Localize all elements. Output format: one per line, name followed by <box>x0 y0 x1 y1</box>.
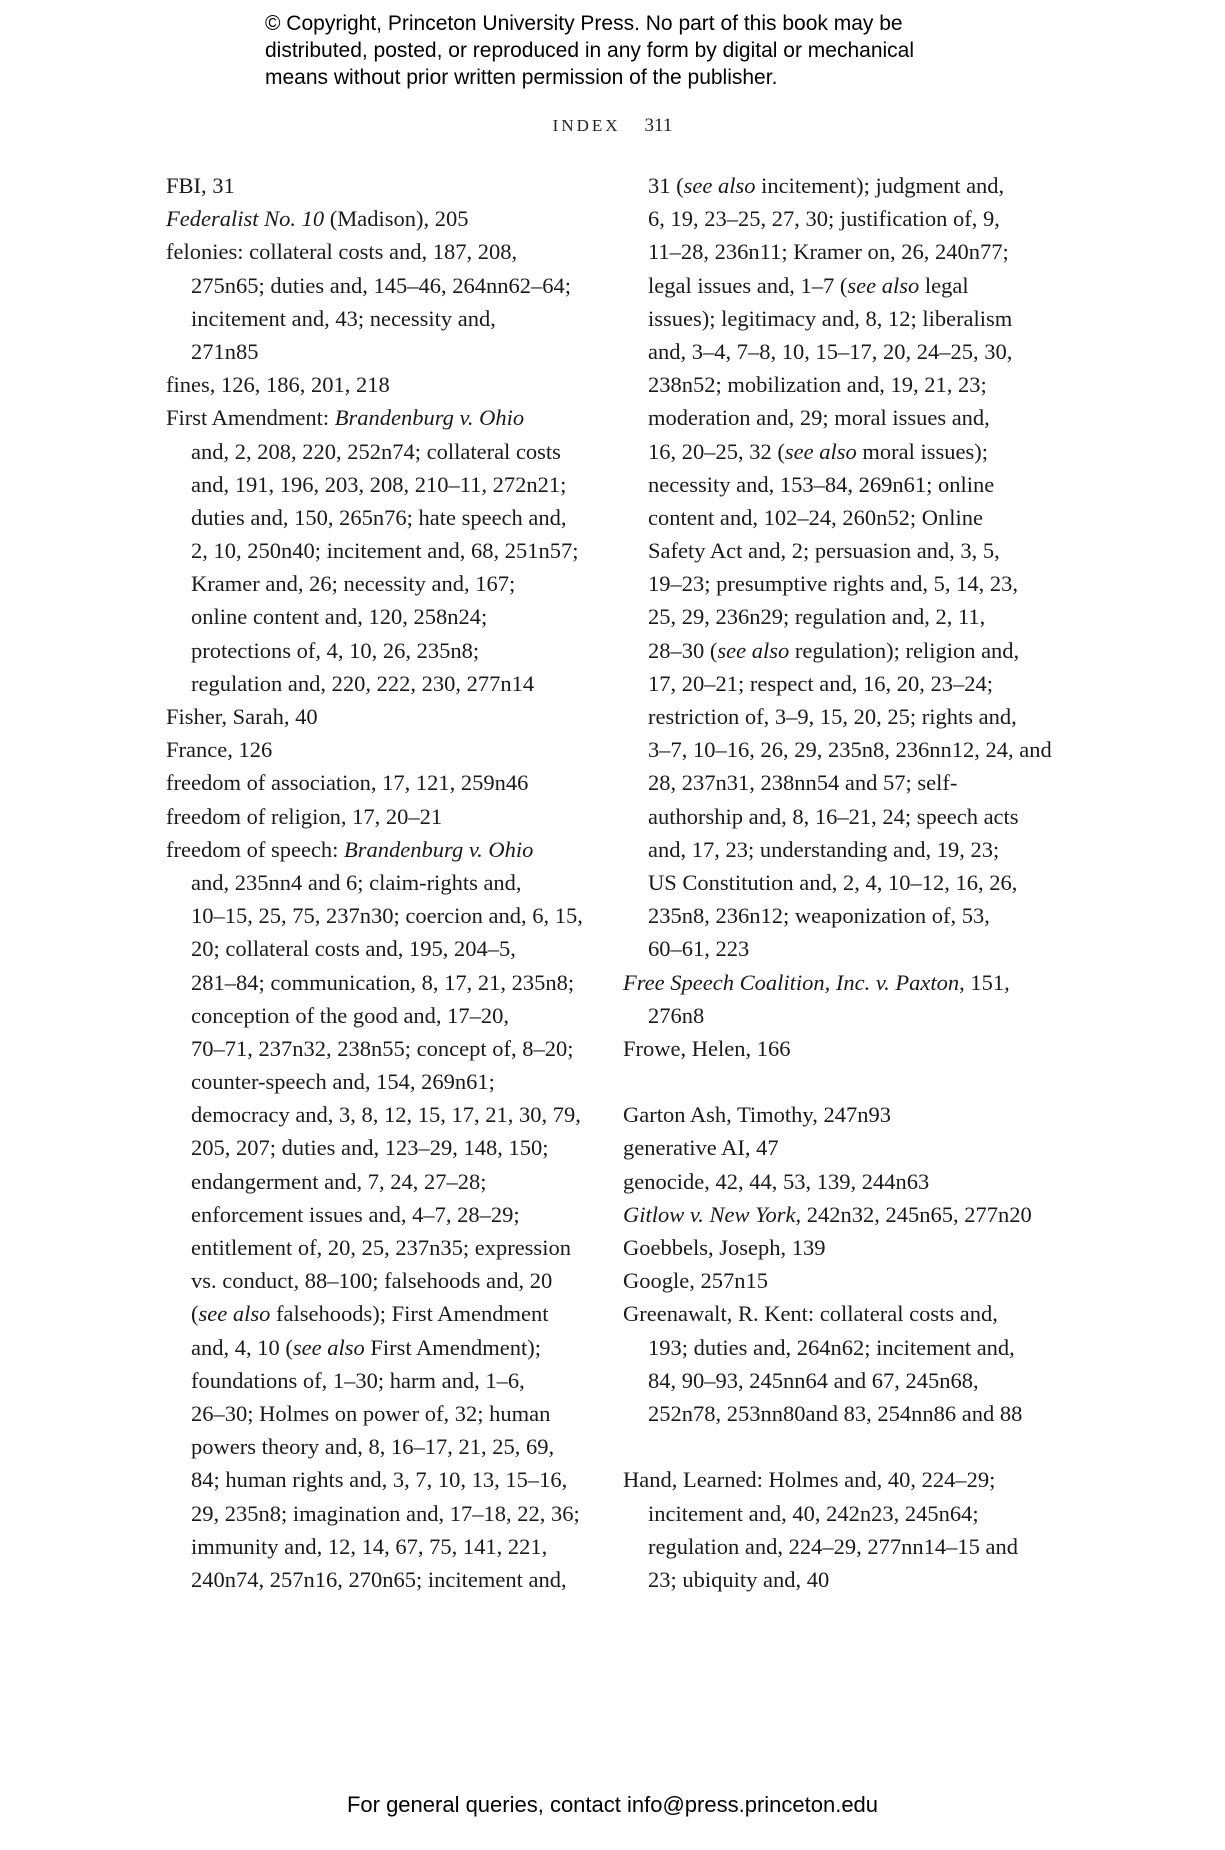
index-italic-text: see also <box>198 1301 271 1327</box>
index-text: content and, 102–24, 260n52; Online <box>648 504 983 530</box>
index-text: protections of, 4, 10, 26, 235n8; <box>191 637 480 663</box>
index-subline <box>166 1198 586 1231</box>
index-subline <box>623 401 1063 434</box>
index-entry <box>166 401 586 434</box>
index-text: counter-speech and, 154, 269n61; <box>191 1069 495 1095</box>
index-subline <box>623 335 1063 368</box>
index-subline <box>166 534 586 567</box>
index-italic-text: Federalist No. 10 <box>166 206 325 232</box>
index-subline <box>623 800 1063 833</box>
index-entry <box>166 800 586 833</box>
index-subline <box>623 1364 1063 1397</box>
index-entry <box>166 368 586 401</box>
index-text: regulation and, 224–29, 277nn14–15 and <box>648 1533 1018 1559</box>
index-entry <box>166 733 586 766</box>
index-subline <box>623 269 1063 302</box>
index-subline <box>166 1430 586 1463</box>
index-text: 16, 20–25, 32 ( <box>648 438 785 464</box>
index-subline <box>623 1530 1063 1563</box>
index-subline <box>623 866 1063 899</box>
index-text: authorship and, 8, 16–21, 24; speech acts <box>648 803 1019 829</box>
index-text: 275n65; duties and, 145–46, 264nn62–64; <box>191 272 571 298</box>
index-italic-text: see also <box>847 272 920 298</box>
index-subline <box>166 1131 586 1164</box>
index-text: 3–7, 10–16, 26, 29, 235n8, 236nn12, 24, and <box>648 737 1052 763</box>
index-text: , 242n32, 245n65, 277n20 <box>795 1201 1032 1227</box>
index-text: freedom of speech: <box>166 836 345 862</box>
index-text: 70–71, 237n32, 238n55; concept of, 8–20; <box>191 1035 574 1061</box>
index-text: and, 4, 10 ( <box>191 1334 293 1360</box>
index-text: endangerment and, 7, 24, 27–28; <box>191 1168 487 1194</box>
index-text: ( <box>191 1301 199 1327</box>
index-text: Google, 257n15 <box>623 1268 768 1294</box>
index-subline <box>623 302 1063 335</box>
index-text: entitlement of, 20, 25, 237n35; expression <box>191 1235 571 1260</box>
index-subline <box>623 235 1063 268</box>
index-subline <box>623 534 1063 567</box>
index-entry <box>623 1264 1063 1297</box>
copyright-line: means without prior written permission of the publisher. <box>265 66 778 89</box>
index-italic-text: see also <box>683 173 756 198</box>
index-text: Garton Ash, Timothy, 247n93 <box>623 1102 891 1128</box>
index-text: 25, 29, 236n29; regulation and, 2, 11, <box>648 604 986 630</box>
index-subline <box>623 667 1063 700</box>
index-italic-text: Gitlow v. New York <box>623 1201 796 1227</box>
index-subline <box>623 899 1063 932</box>
index-text: conception of the good and, 17–20, <box>191 1002 510 1028</box>
index-italic-text: see also <box>292 1334 365 1360</box>
index-subline <box>166 1231 586 1264</box>
index-text: felonies: collateral costs and, 187, 208, <box>166 239 518 265</box>
index-text: freedom of association, 17, 121, 259n46 <box>166 770 529 796</box>
index-text: 235n8, 236n12; weaponization of, 53, <box>648 903 990 929</box>
index-subline <box>166 1264 586 1297</box>
index-text: moral issues); <box>856 438 988 464</box>
index-text: legal <box>919 272 969 298</box>
index-text: France, 126 <box>166 737 273 763</box>
index-subline <box>166 866 586 899</box>
index-text: 252n78, 253nn80and 83, 254nn86 and 88 <box>648 1400 1023 1426</box>
index-subline <box>166 1098 586 1131</box>
index-text: Goebbels, Joseph, 139 <box>623 1235 826 1260</box>
index-text: Frowe, Helen, 166 <box>623 1035 791 1061</box>
index-entry <box>166 235 586 268</box>
index-text: falsehoods); First Amendment <box>270 1301 549 1327</box>
index-text: 19–23; presumptive rights and, 5, 14, 23, <box>648 571 1018 597</box>
index-text: US Constitution and, 2, 4, 10–12, 16, 26, <box>648 869 1018 895</box>
index-text: 26–30; Holmes on power of, 32; human <box>191 1400 551 1426</box>
index-text: 17, 20–21; respect and, 16, 20, 23–24; <box>648 670 993 696</box>
index-text: democracy and, 3, 8, 12, 15, 17, 21, 30, 79, <box>191 1102 581 1128</box>
index-italic-text: Brandenburg v. Ohio <box>334 405 525 431</box>
index-subline <box>166 999 586 1032</box>
index-entry <box>166 169 586 202</box>
index-italic-text: see also <box>717 637 790 663</box>
index-subline <box>166 667 586 700</box>
index-entry <box>623 1032 1063 1065</box>
index-text: enforcement issues and, 4–7, 28–29; <box>191 1201 520 1227</box>
index-subline <box>166 468 586 501</box>
index-subline <box>623 368 1063 401</box>
index-subline <box>166 435 586 468</box>
index-text: incitement); judgment and, <box>755 173 1005 198</box>
index-entry <box>623 1198 1063 1231</box>
copyright-line: distributed, posted, or reproduced in any form by digital or mechanical <box>265 39 915 62</box>
index-subline <box>623 1563 1063 1596</box>
index-subline <box>623 766 1063 799</box>
index-text: restriction of, 3–9, 15, 20, 25; rights and, <box>648 704 1017 729</box>
index-subline <box>166 1331 586 1364</box>
index-text: 6, 19, 23–25, 27, 30; justification of, 9, <box>648 206 1000 232</box>
index-subline <box>166 269 586 302</box>
index-text: FBI, 31 <box>166 173 235 198</box>
index-entry <box>623 1231 1063 1264</box>
index-entry <box>623 1463 1063 1496</box>
index-spacer <box>623 1065 1063 1098</box>
index-subline <box>166 1397 586 1430</box>
index-entry <box>623 1098 1063 1131</box>
index-text: moderation and, 29; moral issues and, <box>648 405 990 431</box>
index-subline <box>166 1364 586 1397</box>
index-text: 84; human rights and, 3, 7, 10, 13, 15–16, <box>191 1467 568 1493</box>
index-subline <box>623 1397 1063 1430</box>
index-subline <box>166 302 586 335</box>
index-subline <box>623 634 1063 667</box>
index-entry <box>166 833 586 866</box>
index-subline <box>166 1165 586 1198</box>
index-subline <box>623 932 1063 965</box>
index-text: online content and, 120, 258n24; <box>191 604 488 630</box>
index-text: Fisher, Sarah, 40 <box>166 704 318 729</box>
index-text: Hand, Learned: Holmes and, 40, 224–29; <box>623 1467 996 1493</box>
index-text: and, 2, 208, 220, 252n74; collateral costs <box>191 438 561 464</box>
index-spacer <box>623 1430 1063 1463</box>
index-subline <box>166 1563 586 1596</box>
index-text: and, 17, 23; understanding and, 19, 23; <box>648 836 1000 862</box>
index-text: freedom of religion, 17, 20–21 <box>166 803 443 829</box>
footer-contact: For general queries, contact info@press.princeton.edu <box>346 1792 879 1817</box>
index-subline <box>623 435 1063 468</box>
index-text: foundations of, 1–30; harm and, 1–6, <box>191 1367 525 1393</box>
index-text: 238n52; mobilization and, 19, 21, 23; <box>648 372 987 398</box>
index-subline <box>623 833 1063 866</box>
index-text: vs. conduct, 88–100; falsehoods and, 20 <box>191 1268 553 1294</box>
index-subline <box>166 932 586 965</box>
index-subline <box>166 966 586 999</box>
copyright-notice <box>265 10 1025 91</box>
index-text: 276n8 <box>648 1002 705 1028</box>
index-entry <box>623 1131 1063 1164</box>
index-subline <box>623 202 1063 235</box>
index-text: 10–15, 25, 75, 237n30; coercion and, 6, 15, <box>191 903 583 929</box>
index-entry <box>166 700 586 733</box>
index-subline <box>166 600 586 633</box>
index-italic-text: Brandenburg v. Ohio <box>344 836 534 862</box>
index-subline <box>623 700 1063 733</box>
index-text: 281–84; communication, 8, 17, 21, 235n8; <box>191 969 575 995</box>
index-text: Safety Act and, 2; persuasion and, 3, 5, <box>648 538 1000 564</box>
index-subline <box>623 567 1063 600</box>
index-entry <box>623 1165 1063 1198</box>
index-text: (Madison), 205 <box>324 206 469 232</box>
index-subline <box>166 501 586 534</box>
index-subline <box>623 733 1063 766</box>
index-italic-text: Free Speech Coalition, Inc. v. Paxton <box>623 969 960 995</box>
index-text: duties and, 150, 265n76; hate speech and, <box>191 504 567 530</box>
index-left-column <box>166 169 586 1596</box>
index-text: First Amendment); <box>364 1334 541 1360</box>
copyright-line: © Copyright, Princeton University Press. No part of this book may be <box>265 12 903 35</box>
index-subline <box>166 1497 586 1530</box>
index-subline <box>623 1497 1063 1530</box>
index-text: First Amendment: <box>166 405 335 431</box>
index-text: 193; duties and, 264n62; incitement and, <box>648 1334 1015 1360</box>
index-right-column <box>623 169 1063 1596</box>
index-italic-text: see also <box>784 438 857 464</box>
index-text: 31 ( <box>648 173 684 198</box>
index-text: 28, 237n31, 238nn54 and 57; self- <box>648 770 958 796</box>
index-text: 23; ubiquity and, 40 <box>648 1566 830 1592</box>
index-subline <box>166 634 586 667</box>
index-subline <box>166 899 586 932</box>
index-subline <box>166 1032 586 1065</box>
index-text: 84, 90–93, 245nn64 and 67, 245n68, <box>648 1367 979 1393</box>
index-text: genocide, 42, 44, 53, 139, 244n63 <box>623 1168 930 1194</box>
index-text: and, 3–4, 7–8, 10, 15–17, 20, 24–25, 30, <box>648 338 1013 364</box>
index-text: 20; collateral costs and, 195, 204–5, <box>191 936 516 962</box>
index-text: Greenawalt, R. Kent: collateral costs and, <box>623 1301 998 1327</box>
index-text: 271n85 <box>191 338 259 364</box>
index-text: 11–28, 236n11; Kramer on, 26, 240n77; <box>648 239 1009 265</box>
index-text: 28–30 ( <box>648 637 718 663</box>
index-text: 240n74, 257n16, 270n65; incitement and, <box>191 1566 567 1592</box>
index-text: legal issues and, 1–7 ( <box>648 272 848 298</box>
index-entry <box>166 202 586 235</box>
index-subline <box>623 999 1063 1032</box>
index-subline <box>166 1065 586 1098</box>
index-entry <box>166 766 586 799</box>
index-entry <box>623 1297 1063 1330</box>
index-text: incitement and, 40, 242n23, 245n64; <box>648 1500 979 1526</box>
index-subline <box>623 600 1063 633</box>
index-text: necessity and, 153–84, 269n61; online <box>648 471 995 497</box>
index-text: and, 191, 196, 203, 208, 210–11, 272n21; <box>191 471 567 497</box>
index-subline <box>166 335 586 368</box>
index-subline <box>166 567 586 600</box>
index-subline <box>623 169 1063 202</box>
index-subline <box>623 501 1063 534</box>
page-number: 311 <box>644 115 673 136</box>
index-text: 60–61, 223 <box>648 936 750 962</box>
index-text: 2, 10, 250n40; incitement and, 68, 251n57; <box>191 538 579 564</box>
index-subline <box>623 468 1063 501</box>
index-subline <box>166 1463 586 1496</box>
index-text: , 151, <box>959 969 1010 995</box>
running-head-title: INDEX <box>552 116 621 135</box>
index-text: powers theory and, 8, 16–17, 21, 25, 69, <box>191 1434 555 1460</box>
running-head <box>0 115 1225 137</box>
index-text: issues); legitimacy and, 8, 12; liberalism <box>648 305 1013 331</box>
index-subline <box>166 1297 586 1330</box>
index-text: generative AI, 47 <box>623 1135 779 1161</box>
index-text: fines, 126, 186, 201, 218 <box>166 372 390 398</box>
index-subline <box>166 1530 586 1563</box>
index-text: regulation and, 220, 222, 230, 277n14 <box>191 670 535 696</box>
index-text: 29, 235n8; imagination and, 17–18, 22, 36; <box>191 1500 580 1526</box>
index-subline <box>623 1331 1063 1364</box>
index-text: 205, 207; duties and, 123–29, 148, 150; <box>191 1135 549 1161</box>
index-text: immunity and, 12, 14, 67, 75, 141, 221, <box>191 1533 548 1559</box>
index-entry <box>623 966 1063 999</box>
index-text: and, 235nn4 and 6; claim-rights and, <box>191 869 522 895</box>
index-text: regulation); religion and, <box>789 637 1020 663</box>
index-text: Kramer and, 26; necessity and, 167; <box>191 571 516 597</box>
index-text: incitement and, 43; necessity and, <box>191 305 496 331</box>
